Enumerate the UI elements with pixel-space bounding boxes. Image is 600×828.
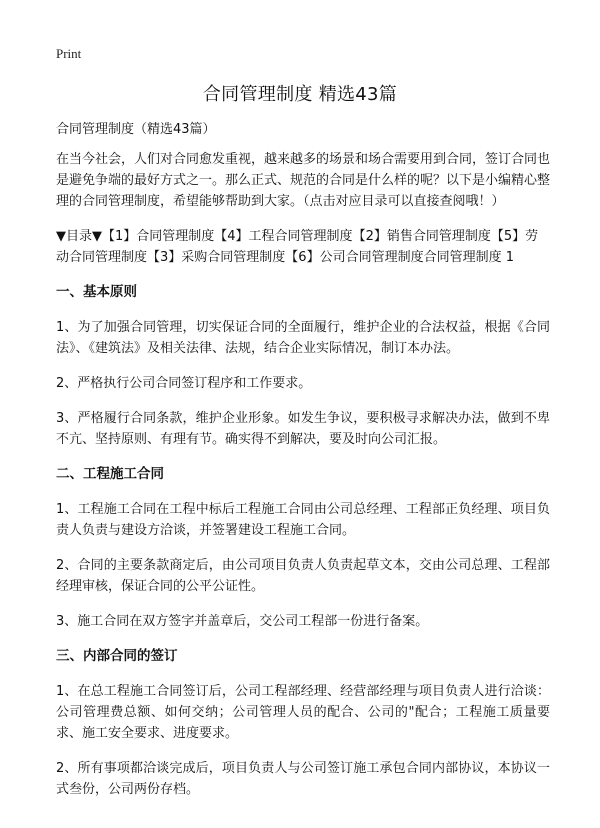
section-1-paragraph-3: 3、严格履行合同条款，维护企业形象。如发生争议，要积极寻求解决办法，做到不卑不亢、坚持原则、有理有节。确实得不到解决，要及时向公司汇报。 <box>56 411 550 447</box>
section-1-paragraph-2: 2、严格执行公司合同签订程序和工作要求。 <box>56 376 312 391</box>
print-link[interactable]: Print <box>56 46 82 61</box>
section-2-paragraph-3: 3、施工合同在双方签字并盖章后，交公司工程部一份进行备案。 <box>56 614 429 629</box>
toc-label: ▼目录▼ <box>56 229 102 244</box>
section-2-paragraph-2: 2、合同的主要条款商定后，由公司项目负责人负责起草文本，交由公司总理、工程部经理审核，保证合同的公平公证性。 <box>56 558 550 594</box>
section-3-paragraph-1: 1、在总工程施工合同签订后，公司工程部经理、经营部经理与项目负责人进行洽谈：公司管理费总额、如何交纳；公司管理人员的配合、公司的"配合；工程施工质量要求、施工安全要求、进度要求。 <box>56 684 550 741</box>
toc-link-1[interactable]: 【1】合同管理制度 <box>102 229 215 244</box>
intro-paragraph: 在当今社会，人们对合同愈发重视，越来越多的场景和场合需要用到合同，签订合同也是避免争端的最好方式之一。那么正式、规范的合同是什么样的呢？以下是小编精心整理的合同管理制度，希望能够帮助到大家。（点击对应目录可以直接查阅哦！） <box>56 152 551 209</box>
toc-link-5[interactable]: 【5】劳动合同管理制度 <box>56 229 539 265</box>
table-of-contents <box>56 226 550 268</box>
section-3-paragraph-2: 2、所有事项都洽谈完成后，项目负责人与公司签订施工承包合同内部协议，本协议一式叁份，公司两份存档。 <box>56 761 550 797</box>
page-title: 合同管理制度 精选43篇 <box>202 84 398 105</box>
document-body <box>56 119 550 814</box>
section-1-paragraph-1: 1、为了加强合同管理，切实保证合同的全面履行，维护企业的合法权益，根据《合同法》、《建筑法》及相关法律、法规，结合企业实际情况，制订本办法。 <box>56 320 550 356</box>
toc-link-4[interactable]: 【4】工程合同管理制度 <box>214 229 353 244</box>
section-heading-internal-contract: 三、内部合同的签订 <box>56 648 178 664</box>
section-2-paragraph-1: 1、工程施工合同在工程中标后工程施工合同由公司总经理、工程部正负经理、项目负责人负责与建设方洽谈，并签署建设工程施工合同。 <box>56 502 550 538</box>
section-heading-construction-contract: 二、工程施工合同 <box>56 466 164 482</box>
toc-link-6[interactable]: 【6】公司合同管理制度合同管理制度 1 <box>285 250 514 265</box>
toc-link-2[interactable]: 【2】销售合同管理制度 <box>352 229 491 244</box>
toc-link-3[interactable]: 【3】采购合同管理制度 <box>147 250 286 265</box>
section-heading-basic-principles: 一、基本原则 <box>56 284 137 300</box>
document-subtitle: 合同管理制度（精选43篇） <box>56 122 216 137</box>
